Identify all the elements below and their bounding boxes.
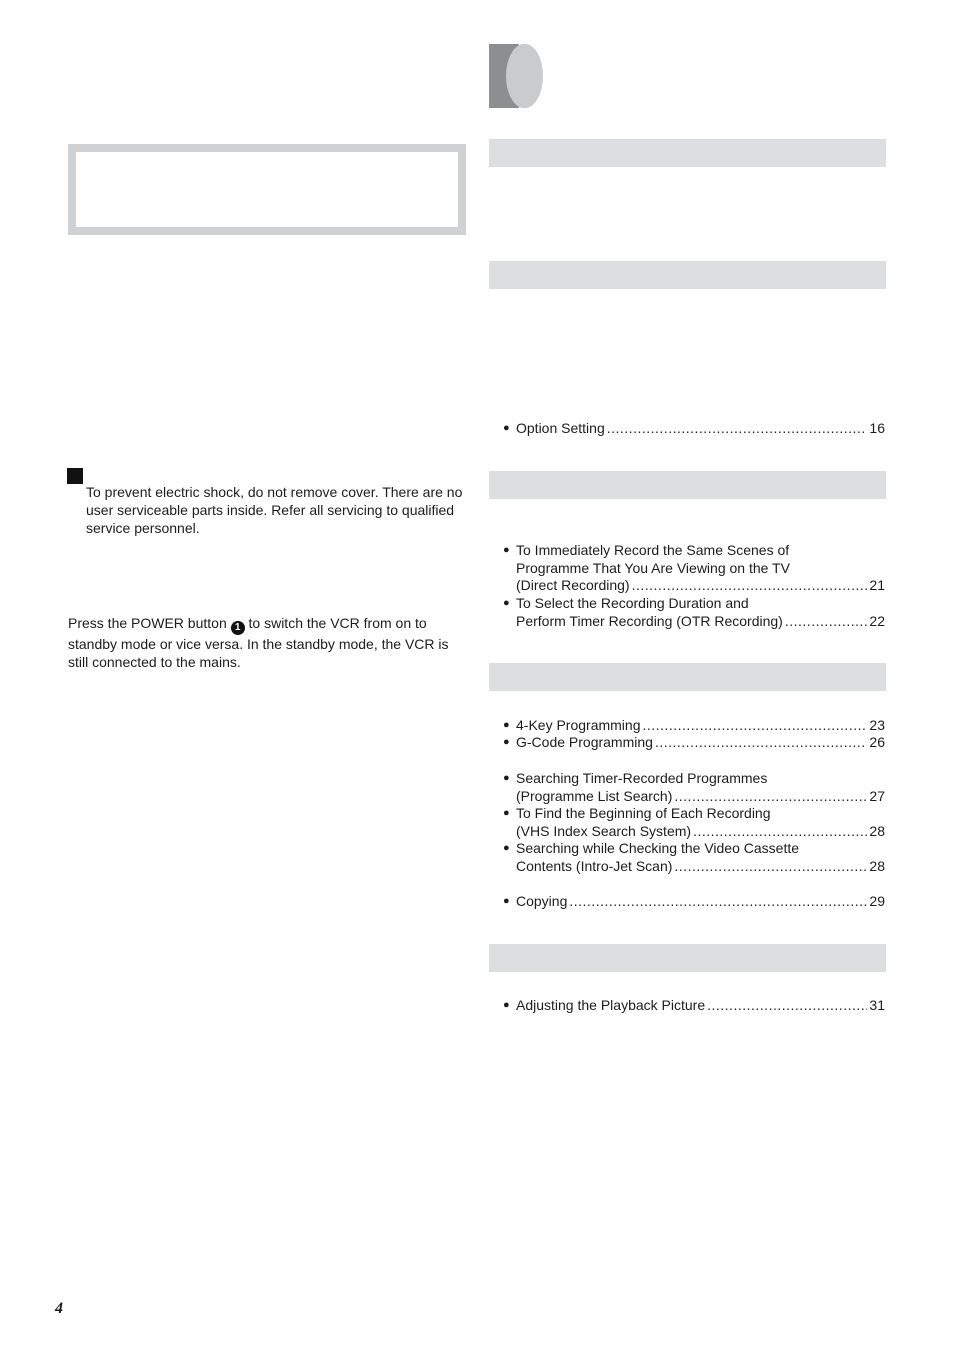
toc-label-line: Searching while Checking the Video Cassette: [516, 840, 800, 856]
bullet-icon: ●: [503, 422, 510, 434]
toc-label: (Programme List Search): [516, 787, 673, 804]
bullet-icon: ●: [503, 597, 510, 609]
bullet-icon: ●: [503, 807, 510, 819]
section-bar-2: [489, 261, 886, 289]
warning-box: [68, 144, 466, 235]
toc-label: G-Code Programming: [516, 734, 653, 750]
toc-page: 28: [869, 822, 885, 839]
warning-box-inner: [76, 152, 458, 227]
section-bar-5: [489, 944, 886, 972]
page-number: 4: [55, 1300, 63, 1317]
leader-dots: [607, 420, 868, 438]
toc-label-line: To Immediately Record the Same Scenes of: [516, 542, 790, 558]
toc-label-line: To Select the Recording Duration and: [516, 595, 749, 611]
toc-label: 4-Key Programming: [516, 717, 641, 733]
toc-label: Option Setting: [516, 420, 605, 436]
bullet-icon: ●: [503, 842, 510, 854]
square-marker-icon: [67, 468, 83, 484]
bullet-icon: ●: [503, 895, 510, 907]
toc-page: 29: [869, 893, 885, 909]
bullet-icon: ●: [503, 736, 510, 748]
section-tab-light: [506, 44, 543, 108]
toc-entry-vhs-index-search[interactable]: [503, 805, 885, 840]
toc-entry-adjusting-playback-picture[interactable]: [503, 997, 885, 1015]
leader-dots: [674, 858, 867, 876]
leader-dots: [643, 717, 868, 735]
toc-label: (Direct Recording): [516, 577, 630, 593]
toc-label-line: Programme That You Are Viewing on the TV: [516, 559, 790, 576]
toc-entry-g-code-programming[interactable]: [503, 734, 885, 752]
section-bar-3: [489, 471, 886, 499]
section-bar-4: [489, 663, 886, 691]
toc-label: Perform Timer Recording (OTR Recording): [516, 612, 783, 629]
toc-page: 21: [869, 577, 885, 593]
toc-page: 27: [869, 787, 885, 804]
leader-dots: [693, 823, 867, 841]
caution-text: To prevent electric shock, do not remove cover. There are no user serviceable parts inside. Refer all servicing to qualified service personnel.: [86, 484, 463, 536]
toc-label: (VHS Index Search System): [516, 822, 692, 839]
toc-page: 31: [869, 997, 885, 1013]
toc-entry-intro-jet-scan[interactable]: [503, 840, 885, 875]
toc-entry-4-key-programming[interactable]: [503, 717, 885, 735]
toc-page: 26: [869, 734, 885, 750]
toc-label: Copying: [516, 893, 568, 909]
toc-entry-option-setting[interactable]: [503, 420, 885, 438]
toc-label: Adjusting the Playback Picture: [516, 997, 706, 1013]
toc-page: 28: [869, 857, 885, 874]
toc-entry-otr-recording[interactable]: [503, 595, 885, 630]
leader-dots: [632, 577, 868, 595]
bullet-icon: ●: [503, 544, 510, 556]
leader-dots: [707, 997, 867, 1015]
toc-label: Contents (Intro-Jet Scan): [516, 857, 673, 874]
bullet-icon: ●: [503, 999, 510, 1011]
power-text-after: to switch the VCR from on to standby mode or vice versa. In the standby mode, the VCR is still connected to the mains.: [68, 615, 449, 670]
bullet-icon: ●: [503, 719, 510, 731]
toc-label-line: To Find the Beginning of Each Recording: [516, 805, 771, 821]
leader-dots: [785, 613, 868, 631]
power-instructions: [68, 614, 468, 671]
toc-label-line: Searching Timer-Recorded Programmes: [516, 770, 768, 786]
power-text-before: Press the POWER button: [68, 615, 227, 631]
leader-dots: [569, 893, 867, 911]
toc-entry-copying[interactable]: [503, 893, 885, 911]
leader-dots: [655, 734, 867, 752]
toc-entry-direct-recording[interactable]: [503, 542, 885, 595]
toc-page: 23: [869, 717, 885, 733]
section-bar-1: [489, 139, 886, 167]
toc-page: 16: [869, 420, 885, 436]
toc-entry-programme-list-search[interactable]: [503, 770, 885, 805]
toc-page: 22: [869, 612, 885, 629]
number-one-icon: 1: [231, 621, 245, 635]
bullet-icon: ●: [503, 772, 510, 784]
leader-dots: [674, 788, 867, 806]
